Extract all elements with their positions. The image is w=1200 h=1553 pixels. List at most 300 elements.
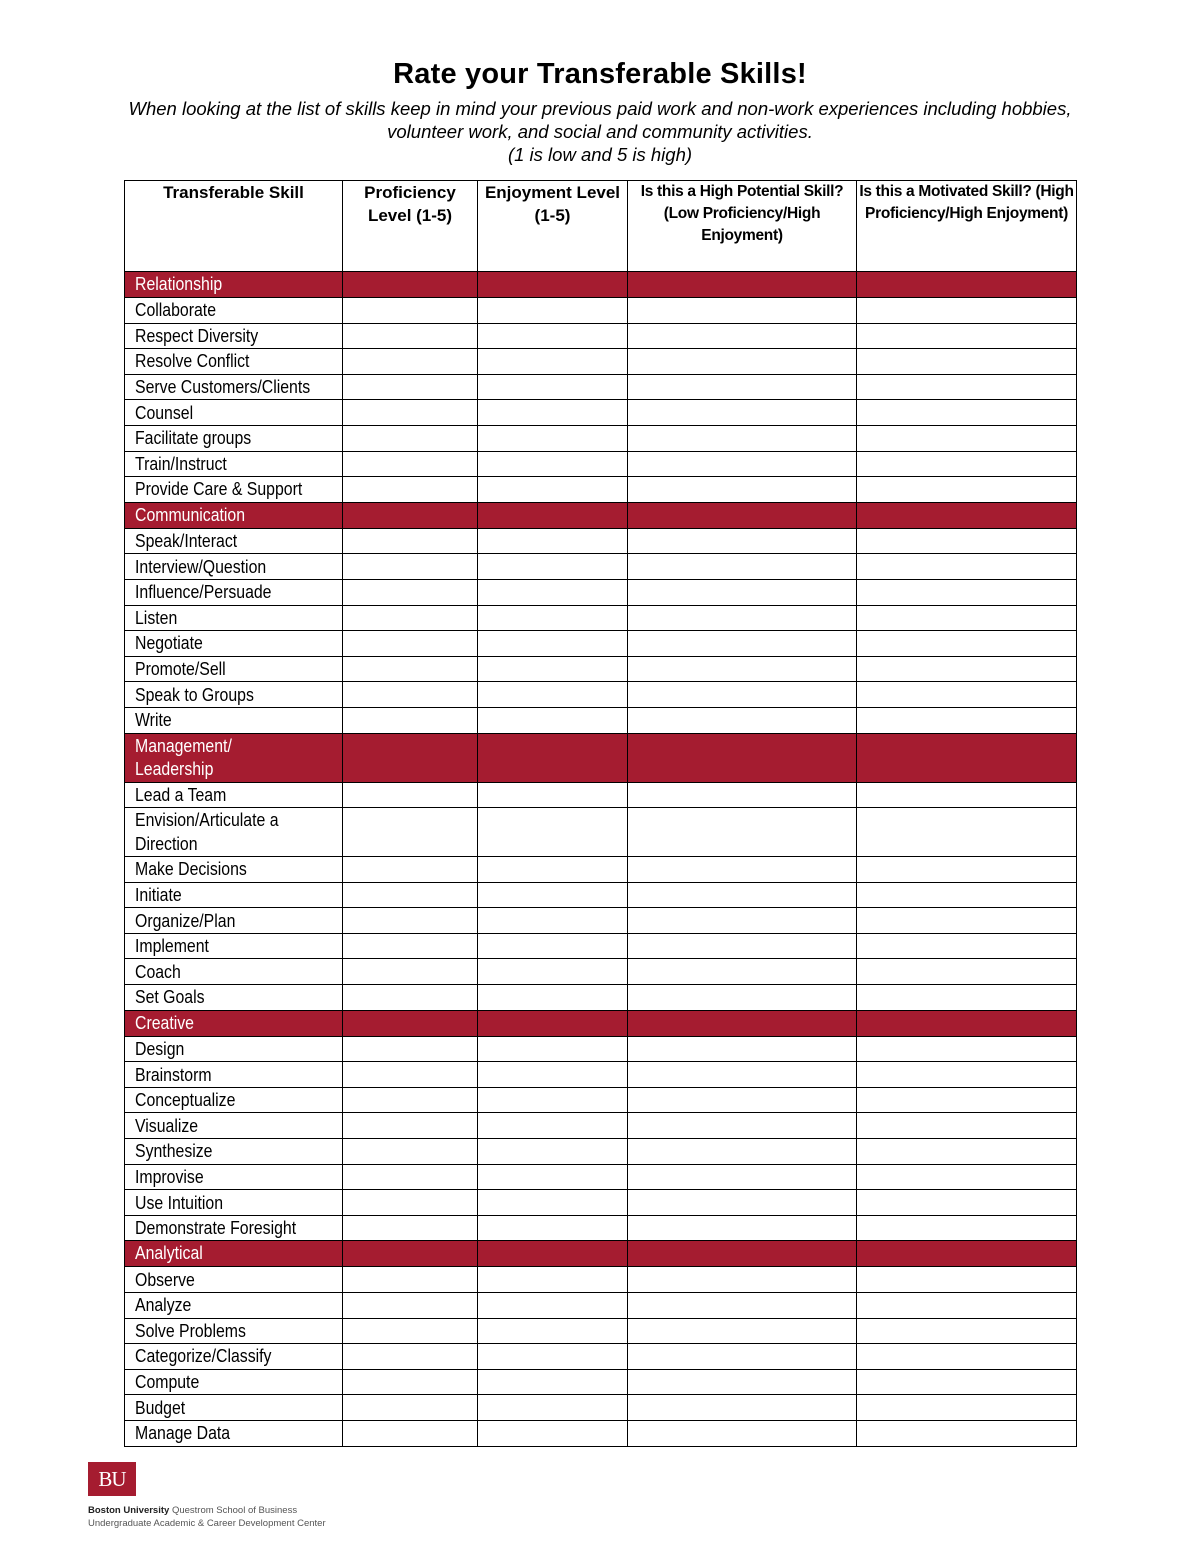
skill-name	[125, 451, 343, 477]
skill-row	[125, 1344, 1077, 1370]
skill-name	[125, 1369, 343, 1395]
skill-name	[125, 782, 343, 808]
skill-row	[125, 425, 1077, 451]
enjoyment-cell[interactable]	[478, 707, 628, 733]
proficiency-cell[interactable]	[343, 656, 478, 682]
enjoyment-cell[interactable]	[478, 631, 628, 657]
bu-logo-mark: BU	[88, 1462, 136, 1496]
enjoyment-cell[interactable]	[478, 1369, 628, 1395]
skill-name	[125, 808, 343, 857]
category-row	[125, 1010, 1077, 1036]
proficiency-cell[interactable]	[343, 1267, 478, 1293]
high-potential-cell[interactable]	[628, 808, 857, 857]
high-potential-cell[interactable]	[628, 400, 857, 426]
proficiency-cell[interactable]	[343, 1293, 478, 1319]
skill-name	[125, 477, 343, 503]
motivated-cell[interactable]	[857, 882, 1077, 908]
proficiency-cell[interactable]	[343, 707, 478, 733]
motivated-cell[interactable]	[857, 959, 1077, 985]
category-band-cell	[478, 1010, 628, 1036]
motivated-cell[interactable]	[857, 425, 1077, 451]
high-potential-cell[interactable]	[628, 349, 857, 375]
motivated-cell[interactable]	[857, 1344, 1077, 1370]
motivated-cell[interactable]	[857, 908, 1077, 934]
enjoyment-cell[interactable]	[478, 425, 628, 451]
skill-row	[125, 374, 1077, 400]
high-potential-cell[interactable]	[628, 682, 857, 708]
motivated-cell[interactable]	[857, 323, 1077, 349]
skill-name-text: Observe	[135, 1269, 195, 1290]
motivated-cell[interactable]	[857, 857, 1077, 883]
motivated-cell[interactable]	[857, 707, 1077, 733]
high-potential-cell[interactable]	[628, 857, 857, 883]
high-potential-cell[interactable]	[628, 1190, 857, 1216]
high-potential-cell[interactable]	[628, 1036, 857, 1062]
skill-name	[125, 400, 343, 426]
category-band-cell	[343, 733, 478, 782]
skill-name-text: Categorize/Classify	[135, 1346, 272, 1367]
skill-name	[125, 579, 343, 605]
skill-name-text: Initiate	[135, 884, 182, 905]
motivated-cell[interactable]	[857, 1293, 1077, 1319]
skill-name	[125, 528, 343, 554]
enjoyment-cell[interactable]	[478, 959, 628, 985]
skill-name-text: Demonstrate Foresight	[135, 1218, 297, 1239]
motivated-cell[interactable]	[857, 656, 1077, 682]
skill-name-text: Envision/Articulate a Direction	[135, 810, 279, 855]
skill-row	[125, 1318, 1077, 1344]
high-potential-cell[interactable]	[628, 933, 857, 959]
skill-row	[125, 349, 1077, 375]
proficiency-cell[interactable]	[343, 528, 478, 554]
category-label	[125, 733, 343, 782]
proficiency-cell[interactable]	[343, 1036, 478, 1062]
skill-row	[125, 298, 1077, 324]
enjoyment-cell[interactable]	[478, 349, 628, 375]
proficiency-cell[interactable]	[343, 425, 478, 451]
skill-row	[125, 1113, 1077, 1139]
enjoyment-cell[interactable]	[478, 579, 628, 605]
skill-row	[125, 857, 1077, 883]
skill-name-text: Lead a Team	[135, 784, 227, 805]
header-motivated-skill: Is this a Motivated Skill? (High Proficiency/High Enjoyment)	[857, 181, 1077, 272]
skill-row	[125, 1267, 1077, 1293]
high-potential-cell[interactable]	[628, 1164, 857, 1190]
motivated-cell[interactable]	[857, 1215, 1077, 1241]
enjoyment-cell[interactable]	[478, 1318, 628, 1344]
category-band-cell	[478, 272, 628, 298]
category-label-text: Management/ Leadership	[135, 735, 232, 779]
proficiency-cell[interactable]	[343, 908, 478, 934]
high-potential-cell[interactable]	[628, 1215, 857, 1241]
motivated-cell[interactable]	[857, 1395, 1077, 1421]
skill-row	[125, 477, 1077, 503]
proficiency-cell[interactable]	[343, 579, 478, 605]
category-band-cell	[343, 1241, 478, 1267]
high-potential-cell[interactable]	[628, 528, 857, 554]
motivated-cell[interactable]	[857, 1164, 1077, 1190]
proficiency-cell[interactable]	[343, 451, 478, 477]
enjoyment-cell[interactable]	[478, 1293, 628, 1319]
enjoyment-cell[interactable]	[478, 1420, 628, 1446]
skill-row	[125, 707, 1077, 733]
skill-row	[125, 451, 1077, 477]
category-band-cell	[478, 733, 628, 782]
skill-row	[125, 323, 1077, 349]
skill-name	[125, 1113, 343, 1139]
proficiency-cell[interactable]	[343, 682, 478, 708]
skill-row	[125, 985, 1077, 1011]
skill-name	[125, 985, 343, 1011]
category-label-text: Communication	[135, 504, 246, 525]
motivated-cell[interactable]	[857, 985, 1077, 1011]
skill-row	[125, 808, 1077, 857]
proficiency-cell[interactable]	[343, 1395, 478, 1421]
skill-row	[125, 528, 1077, 554]
skill-name	[125, 1293, 343, 1319]
motivated-cell[interactable]	[857, 1267, 1077, 1293]
proficiency-cell[interactable]	[343, 374, 478, 400]
skill-row	[125, 1164, 1077, 1190]
motivated-cell[interactable]	[857, 1036, 1077, 1062]
enjoyment-cell[interactable]	[478, 298, 628, 324]
proficiency-cell[interactable]	[343, 1420, 478, 1446]
skill-name-text: Write	[135, 710, 172, 731]
skill-name	[125, 425, 343, 451]
skill-name	[125, 933, 343, 959]
enjoyment-cell[interactable]	[478, 1344, 628, 1370]
category-band-cell	[343, 272, 478, 298]
category-band-cell	[628, 1241, 857, 1267]
high-potential-cell[interactable]	[628, 959, 857, 985]
skill-name-text: Promote/Sell	[135, 659, 226, 680]
proficiency-cell[interactable]	[343, 298, 478, 324]
proficiency-cell[interactable]	[343, 1164, 478, 1190]
enjoyment-cell[interactable]	[478, 477, 628, 503]
proficiency-cell[interactable]	[343, 1113, 478, 1139]
skill-name-text: Improvise	[135, 1166, 204, 1187]
high-potential-cell[interactable]	[628, 1139, 857, 1165]
enjoyment-cell[interactable]	[478, 1164, 628, 1190]
category-row	[125, 733, 1077, 782]
motivated-cell[interactable]	[857, 1190, 1077, 1216]
high-potential-cell[interactable]	[628, 1087, 857, 1113]
category-label	[125, 1241, 343, 1267]
enjoyment-cell[interactable]	[478, 451, 628, 477]
high-potential-cell[interactable]	[628, 882, 857, 908]
proficiency-cell[interactable]	[343, 1190, 478, 1216]
skill-row	[125, 882, 1077, 908]
enjoyment-cell[interactable]	[478, 882, 628, 908]
motivated-cell[interactable]	[857, 782, 1077, 808]
enjoyment-cell[interactable]	[478, 374, 628, 400]
high-potential-cell[interactable]	[628, 554, 857, 580]
skill-name-text: Facilitate groups	[135, 428, 252, 449]
motivated-cell[interactable]	[857, 298, 1077, 324]
enjoyment-cell[interactable]	[478, 682, 628, 708]
skill-name-text: Make Decisions	[135, 859, 247, 880]
enjoyment-cell[interactable]	[478, 400, 628, 426]
category-label-text: Creative	[135, 1012, 194, 1033]
enjoyment-cell[interactable]	[478, 1062, 628, 1088]
proficiency-cell[interactable]	[343, 959, 478, 985]
high-potential-cell[interactable]	[628, 605, 857, 631]
motivated-cell[interactable]	[857, 1139, 1077, 1165]
instructions-line-2: volunteer work, and social and community activities.	[387, 121, 813, 142]
skill-name	[125, 682, 343, 708]
skill-row	[125, 1036, 1077, 1062]
proficiency-cell[interactable]	[343, 782, 478, 808]
high-potential-cell[interactable]	[628, 477, 857, 503]
skill-name	[125, 1395, 343, 1421]
proficiency-cell[interactable]	[343, 631, 478, 657]
category-band-cell	[478, 502, 628, 528]
skill-name	[125, 323, 343, 349]
motivated-cell[interactable]	[857, 451, 1077, 477]
high-potential-cell[interactable]	[628, 298, 857, 324]
motivated-cell[interactable]	[857, 631, 1077, 657]
motivated-cell[interactable]	[857, 477, 1077, 503]
enjoyment-cell[interactable]	[478, 1215, 628, 1241]
high-potential-cell[interactable]	[628, 1420, 857, 1446]
skill-name	[125, 882, 343, 908]
motivated-cell[interactable]	[857, 528, 1077, 554]
skill-name-text: Serve Customers/Clients	[135, 377, 311, 398]
enjoyment-cell[interactable]	[478, 1036, 628, 1062]
skill-name	[125, 554, 343, 580]
proficiency-cell[interactable]	[343, 554, 478, 580]
enjoyment-cell[interactable]	[478, 1113, 628, 1139]
motivated-cell[interactable]	[857, 1087, 1077, 1113]
high-potential-cell[interactable]	[628, 908, 857, 934]
proficiency-cell[interactable]	[343, 605, 478, 631]
category-band-cell	[343, 502, 478, 528]
category-label	[125, 502, 343, 528]
high-potential-cell[interactable]	[628, 579, 857, 605]
high-potential-cell[interactable]	[628, 1395, 857, 1421]
skill-name-text: Train/Instruct	[135, 453, 227, 474]
motivated-cell[interactable]	[857, 349, 1077, 375]
high-potential-cell[interactable]	[628, 782, 857, 808]
high-potential-cell[interactable]	[628, 1293, 857, 1319]
school-name: Questrom School of Business	[171, 1505, 298, 1516]
motivated-cell[interactable]	[857, 1318, 1077, 1344]
skill-name-text: Resolve Conflict	[135, 351, 250, 372]
proficiency-cell[interactable]	[343, 808, 478, 857]
enjoyment-cell[interactable]	[478, 1087, 628, 1113]
high-potential-cell[interactable]	[628, 425, 857, 451]
high-potential-cell[interactable]	[628, 1318, 857, 1344]
category-label-text: Relationship	[135, 274, 223, 294]
skill-name-text: Brainstorm	[135, 1064, 212, 1085]
skill-name-text: Design	[135, 1038, 185, 1059]
proficiency-cell[interactable]	[343, 1369, 478, 1395]
enjoyment-cell[interactable]	[478, 1139, 628, 1165]
category-band-cell	[343, 1010, 478, 1036]
proficiency-cell[interactable]	[343, 323, 478, 349]
enjoyment-cell[interactable]	[478, 908, 628, 934]
motivated-cell[interactable]	[857, 579, 1077, 605]
instructions-line-1: When looking at the list of skills keep in mind your previous paid work and non-work experiences including hobbies,	[128, 98, 1072, 119]
skill-name	[125, 1420, 343, 1446]
skill-row	[125, 1190, 1077, 1216]
high-potential-cell[interactable]	[628, 374, 857, 400]
category-band-cell	[628, 1010, 857, 1036]
proficiency-cell[interactable]	[343, 1344, 478, 1370]
enjoyment-cell[interactable]	[478, 782, 628, 808]
high-potential-cell[interactable]	[628, 656, 857, 682]
skill-name	[125, 1190, 343, 1216]
high-potential-cell[interactable]	[628, 707, 857, 733]
instructions	[90, 97, 1110, 166]
high-potential-cell[interactable]	[628, 323, 857, 349]
skill-name-text: Compute	[135, 1372, 200, 1393]
skill-name-text: Interview/Question	[135, 556, 267, 577]
enjoyment-cell[interactable]	[478, 1267, 628, 1293]
motivated-cell[interactable]	[857, 374, 1077, 400]
proficiency-cell[interactable]	[343, 1087, 478, 1113]
enjoyment-cell[interactable]	[478, 985, 628, 1011]
skill-row	[125, 959, 1077, 985]
skill-row	[125, 1215, 1077, 1241]
page-title: Rate your Transferable Skills!	[393, 58, 807, 90]
enjoyment-cell[interactable]	[478, 1395, 628, 1421]
category-band-cell	[857, 272, 1077, 298]
skill-name-text: Speak to Groups	[135, 684, 254, 705]
skill-name-text: Solve Problems	[135, 1320, 246, 1341]
skill-row	[125, 908, 1077, 934]
enjoyment-cell[interactable]	[478, 1190, 628, 1216]
skill-name	[125, 374, 343, 400]
high-potential-cell[interactable]	[628, 1267, 857, 1293]
skill-row	[125, 554, 1077, 580]
skill-name	[125, 298, 343, 324]
skill-name-text: Budget	[135, 1397, 186, 1418]
proficiency-cell[interactable]	[343, 400, 478, 426]
skill-name-text: Influence/Persuade	[135, 582, 272, 603]
proficiency-cell[interactable]	[343, 857, 478, 883]
header-high-potential-skill: Is this a High Potential Skill? (Low Proficiency/High Enjoyment)	[628, 181, 857, 272]
skill-name-text: Visualize	[135, 1115, 199, 1136]
skill-name	[125, 605, 343, 631]
skill-name	[125, 1215, 343, 1241]
skill-row	[125, 1062, 1077, 1088]
high-potential-cell[interactable]	[628, 1113, 857, 1139]
skill-name-text: Respect Diversity	[135, 325, 259, 346]
high-potential-cell[interactable]	[628, 985, 857, 1011]
instructions-scale: (1 is low and 5 is high)	[507, 144, 693, 165]
skill-name	[125, 1164, 343, 1190]
skill-row	[125, 605, 1077, 631]
motivated-cell[interactable]	[857, 1113, 1077, 1139]
motivated-cell[interactable]	[857, 554, 1077, 580]
enjoyment-cell[interactable]	[478, 323, 628, 349]
skill-row	[125, 1420, 1077, 1446]
motivated-cell[interactable]	[857, 1369, 1077, 1395]
skill-name	[125, 908, 343, 934]
table-header-row	[125, 181, 1077, 272]
skill-name-text: Analyze	[135, 1295, 192, 1316]
skill-name	[125, 959, 343, 985]
skill-name-text: Set Goals	[135, 987, 205, 1008]
enjoyment-cell[interactable]	[478, 857, 628, 883]
category-label-text: Analytical	[135, 1243, 203, 1264]
motivated-cell[interactable]	[857, 808, 1077, 857]
proficiency-cell[interactable]	[343, 1318, 478, 1344]
skill-row	[125, 1293, 1077, 1319]
skill-row	[125, 656, 1077, 682]
proficiency-cell[interactable]	[343, 1215, 478, 1241]
enjoyment-cell[interactable]	[478, 554, 628, 580]
category-row	[125, 502, 1077, 528]
skills-table-body	[125, 272, 1077, 1447]
skill-row	[125, 400, 1077, 426]
proficiency-cell[interactable]	[343, 1062, 478, 1088]
enjoyment-cell[interactable]	[478, 808, 628, 857]
category-band-cell	[857, 502, 1077, 528]
skill-row	[125, 1087, 1077, 1113]
skill-name-text: Negotiate	[135, 633, 203, 654]
skill-name	[125, 1087, 343, 1113]
skill-name	[125, 1062, 343, 1088]
skill-name	[125, 631, 343, 657]
skill-name	[125, 1344, 343, 1370]
category-band-cell	[628, 502, 857, 528]
proficiency-cell[interactable]	[343, 985, 478, 1011]
header-proficiency-level: Proficiency Level (1-5)	[343, 181, 478, 272]
skill-name-text: Collaborate	[135, 300, 217, 321]
motivated-cell[interactable]	[857, 1062, 1077, 1088]
skill-name	[125, 1139, 343, 1165]
skill-row	[125, 1139, 1077, 1165]
skills-rating-table	[124, 180, 1077, 1447]
skill-row	[125, 782, 1077, 808]
skill-name-text: Conceptualize	[135, 1090, 236, 1111]
high-potential-cell[interactable]	[628, 1369, 857, 1395]
proficiency-cell[interactable]	[343, 349, 478, 375]
enjoyment-cell[interactable]	[478, 933, 628, 959]
skill-row	[125, 1369, 1077, 1395]
enjoyment-cell[interactable]	[478, 656, 628, 682]
category-band-cell	[857, 1241, 1077, 1267]
high-potential-cell[interactable]	[628, 1344, 857, 1370]
skill-row	[125, 933, 1077, 959]
skill-row	[125, 1395, 1077, 1421]
high-potential-cell[interactable]	[628, 451, 857, 477]
skill-row	[125, 631, 1077, 657]
skill-name-text: Counsel	[135, 402, 194, 423]
motivated-cell[interactable]	[857, 1420, 1077, 1446]
skill-name-text: Use Intuition	[135, 1192, 224, 1213]
proficiency-cell[interactable]	[343, 1139, 478, 1165]
category-band-cell	[478, 1241, 628, 1267]
motivated-cell[interactable]	[857, 933, 1077, 959]
category-row	[125, 272, 1077, 298]
proficiency-cell[interactable]	[343, 933, 478, 959]
motivated-cell[interactable]	[857, 682, 1077, 708]
motivated-cell[interactable]	[857, 400, 1077, 426]
enjoyment-cell[interactable]	[478, 605, 628, 631]
high-potential-cell[interactable]	[628, 631, 857, 657]
skill-name	[125, 1267, 343, 1293]
proficiency-cell[interactable]	[343, 882, 478, 908]
high-potential-cell[interactable]	[628, 1062, 857, 1088]
motivated-cell[interactable]	[857, 605, 1077, 631]
bu-logo-text	[88, 1504, 326, 1530]
proficiency-cell[interactable]	[343, 477, 478, 503]
skill-name-text: Synthesize	[135, 1141, 213, 1162]
enjoyment-cell[interactable]	[478, 528, 628, 554]
